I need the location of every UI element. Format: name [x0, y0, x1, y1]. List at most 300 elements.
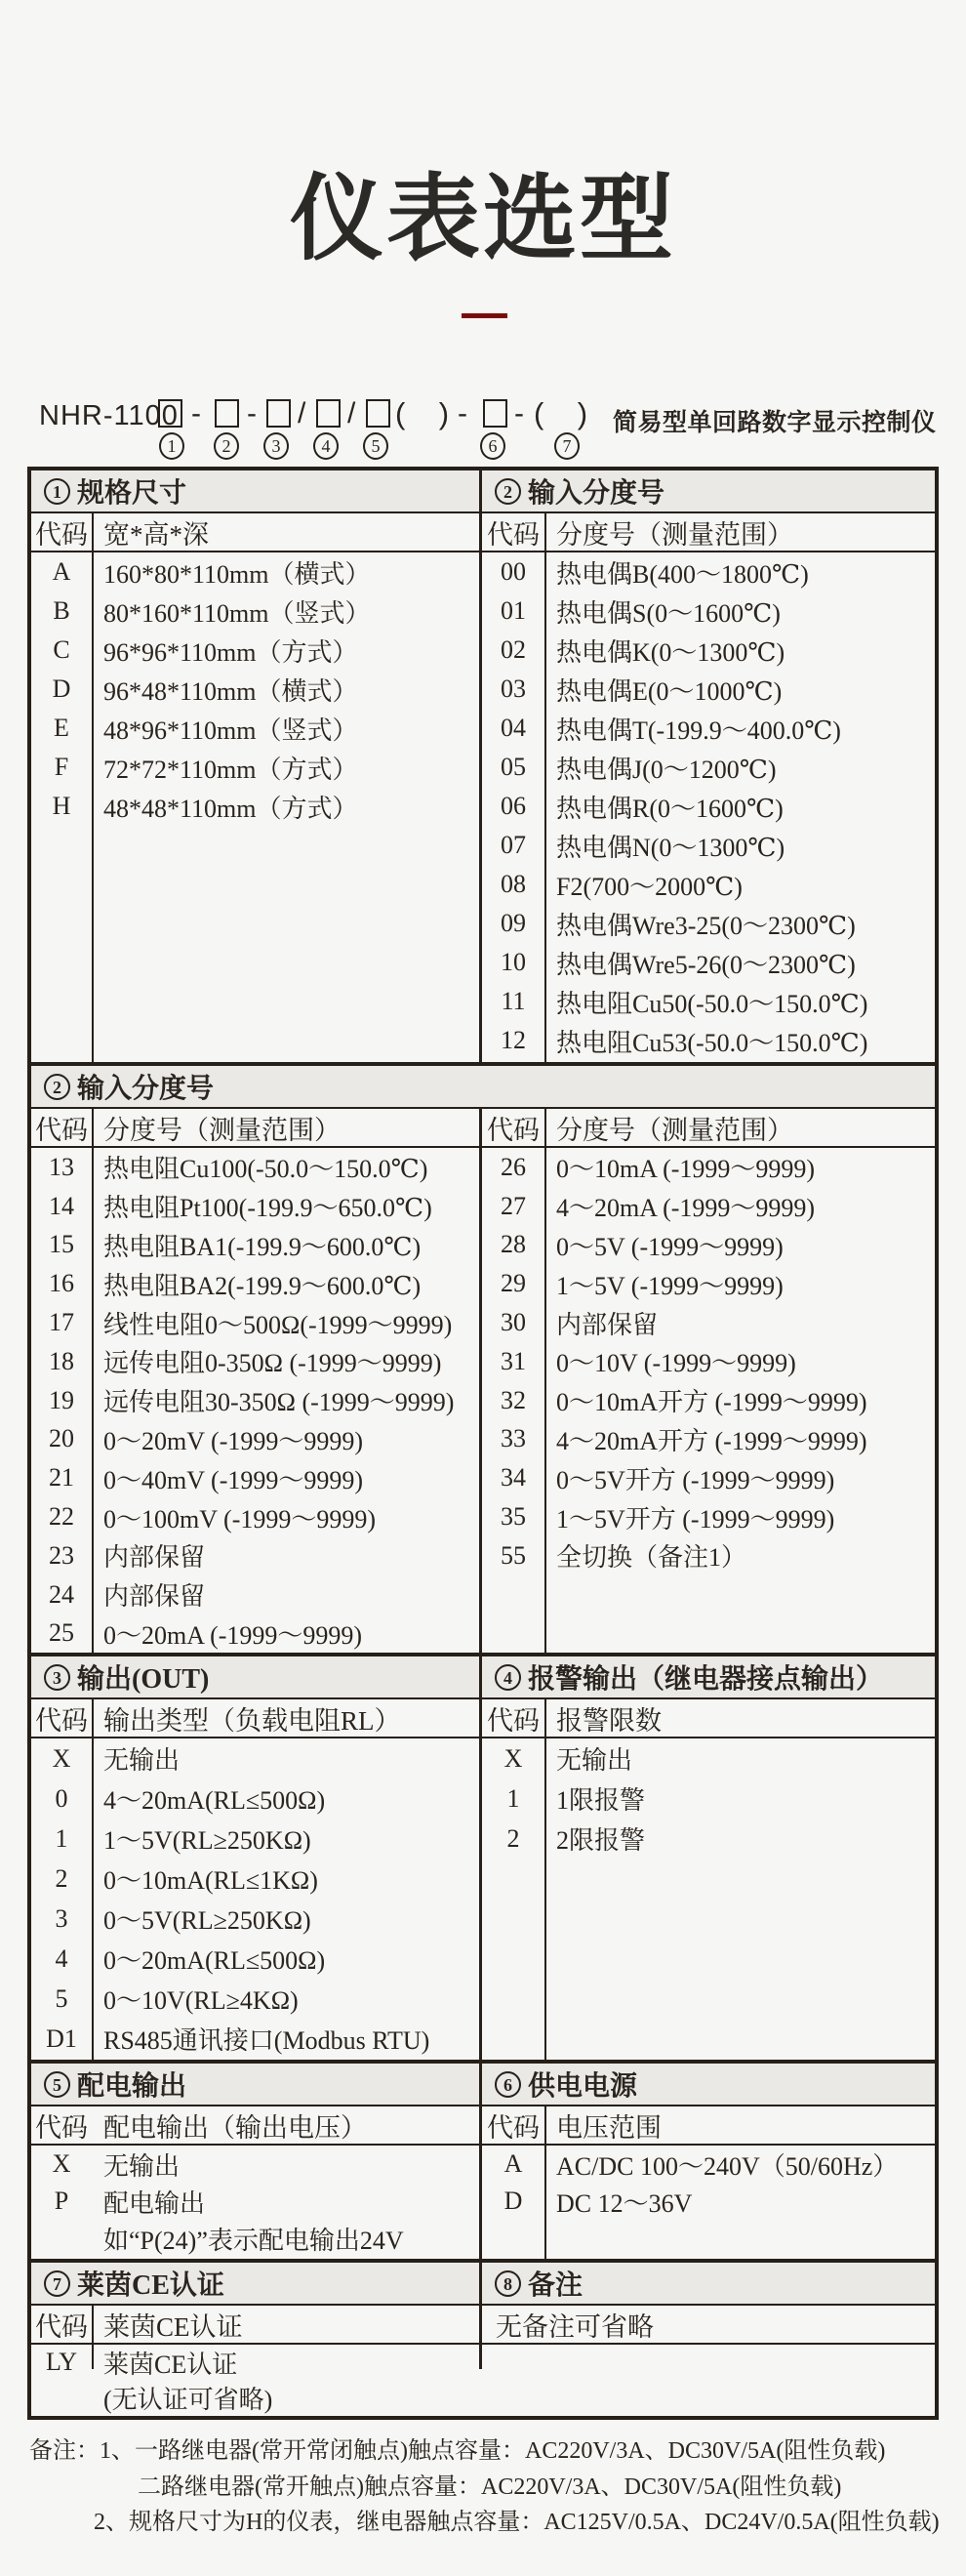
row-desc: 远传电阻0-350Ω (-1999～9999)	[103, 1349, 442, 1378]
row-desc: 48*48*110mm（方式）	[103, 794, 358, 823]
separator-dash: -	[247, 397, 257, 429]
table-rows	[31, 1148, 479, 1653]
table-row	[482, 709, 935, 748]
row-code: 20	[49, 1424, 74, 1453]
row-desc: 72*72*110mm（方式）	[103, 755, 358, 784]
header-desc: 报警限数	[556, 1705, 662, 1736]
table-row	[482, 552, 935, 592]
row-code: P	[54, 2187, 69, 2215]
row-desc: (无认证可省略)	[103, 2385, 273, 2414]
table-header	[31, 2306, 479, 2345]
row-code: 23	[49, 1540, 74, 1570]
table-row	[482, 826, 935, 865]
row-code: 55	[501, 1540, 526, 1570]
section-band-label: 供电电源	[528, 2071, 638, 2102]
row-code: 07	[501, 831, 526, 859]
column-divider	[544, 1109, 546, 1653]
section-2-input-codes	[479, 470, 935, 1062]
table-row	[482, 748, 935, 787]
table-row	[31, 748, 479, 787]
row-code: 15	[49, 1230, 74, 1259]
footnote-2: 二路继电器(常开触点)触点容量：AC220V/3A、DC30V/5A(阻性负载)	[138, 2474, 842, 2500]
header-code: 代码	[487, 1115, 540, 1145]
header-desc: 宽*高*深	[103, 519, 209, 550]
row-desc: 热电偶S(0～1600℃)	[556, 598, 781, 628]
separator-slash: /	[347, 397, 356, 429]
row-code: 35	[501, 1502, 526, 1532]
table-row	[482, 1497, 935, 1536]
separator-dash: -	[514, 397, 524, 429]
section-1-dimensions	[31, 470, 479, 1062]
table-rows	[31, 552, 479, 826]
row-code: A	[503, 2149, 523, 2178]
row-code: H	[52, 792, 71, 820]
table-row	[31, 709, 479, 748]
table-row	[31, 592, 479, 631]
table-row	[482, 1458, 935, 1497]
table-row	[31, 1420, 479, 1459]
row-desc: 0～10mA (-1999～9999)	[556, 1155, 816, 1184]
row-desc: 无输出	[556, 1746, 633, 1775]
section-band	[482, 1656, 935, 1699]
input-codes-right	[479, 1109, 935, 1653]
section-body	[31, 513, 479, 1062]
row-desc: 热电偶K(0～1300℃)	[556, 637, 785, 667]
section-8-remarks	[479, 2263, 935, 2369]
row-desc: 内部保留	[103, 1582, 206, 1612]
model-box-2	[215, 399, 239, 428]
paren-group: ( )	[534, 396, 588, 430]
row-code: 2	[55, 1863, 68, 1893]
section-row-1	[31, 470, 935, 1062]
table-row	[31, 631, 479, 670]
row-desc: 80*160*110mm（竖式）	[103, 598, 371, 628]
footnote-3: 2、规格尺寸为H的仪表，继电器触点容量：AC125V/0.5A、DC24V/0.5A(阻性负载)	[94, 2510, 940, 2535]
table-header	[482, 1109, 935, 1148]
row-desc: 96*96*110mm（方式）	[103, 637, 358, 667]
table-rows	[31, 2146, 479, 2257]
section-band-label: 备注	[528, 2270, 584, 2301]
remarks-row	[482, 2306, 935, 2345]
table-row	[31, 2146, 479, 2183]
position-marker-5: 5	[363, 432, 388, 460]
row-code: 06	[501, 792, 526, 820]
row-desc: 0～100mV (-1999～9999)	[103, 1504, 377, 1533]
table-rows	[31, 1738, 479, 2059]
row-desc: 4～20mA (-1999～9999)	[556, 1194, 816, 1223]
row-desc: 0～10mA开方 (-1999～9999)	[556, 1388, 867, 1417]
section-body	[31, 1699, 479, 2060]
table-header	[482, 2106, 935, 2146]
row-code: 25	[49, 1618, 74, 1648]
row-desc: 1～5V(RL≥250KΩ)	[103, 1826, 311, 1855]
section-row-5	[31, 2259, 935, 2414]
table-row	[482, 943, 935, 982]
footnote-1: 备注：1、一路继电器(常开常闭触点)触点容量：AC220V/3A、DC30V/5A(阻性负载)	[29, 2438, 886, 2464]
section-4-alarm-output	[479, 1656, 935, 2060]
section-band	[482, 2064, 935, 2106]
table-row	[482, 904, 935, 943]
table-row	[31, 1458, 479, 1497]
section-6-power-supply	[479, 2064, 935, 2259]
table-row	[31, 787, 479, 826]
position-marker-7: 7	[554, 432, 580, 460]
header-desc: 输出类型（负载电阻RL）	[103, 1705, 401, 1736]
row-code: 3	[55, 1903, 68, 1933]
section-body	[482, 1109, 935, 1653]
position-marker-4: 4	[313, 432, 339, 460]
row-desc: 内部保留	[103, 1543, 206, 1573]
row-desc: 4～20mA开方 (-1999～9999)	[556, 1426, 867, 1455]
row-desc: 0～10mA(RL≤1KΩ)	[103, 1866, 318, 1895]
section-body	[482, 2106, 935, 2259]
row-desc: 0～10V(RL≥4KΩ)	[103, 1986, 299, 2015]
row-code: 08	[501, 870, 526, 898]
row-code: 13	[49, 1152, 74, 1181]
row-code: 02	[501, 635, 526, 664]
table-row	[31, 1497, 479, 1536]
model-box-3	[266, 399, 291, 428]
row-desc: 1～5V (-1999～9999)	[556, 1271, 784, 1300]
table-row	[31, 1303, 479, 1342]
row-code: 05	[501, 753, 526, 781]
row-code: 22	[49, 1502, 74, 1532]
row-desc: 热电偶R(0～1600℃)	[556, 794, 784, 823]
table-row	[482, 1264, 935, 1303]
row-desc: 48*96*110mm（竖式）	[103, 716, 358, 745]
model-description: 简易型单回路数字显示控制仪	[613, 409, 937, 436]
table-row	[482, 1381, 935, 1420]
column-divider	[92, 1109, 94, 1653]
row-code: 29	[501, 1269, 526, 1298]
table-row	[482, 1187, 935, 1226]
selection-table	[27, 467, 939, 2420]
table-row	[31, 1859, 479, 1899]
paren-group: ( )	[395, 396, 450, 430]
table-row	[31, 1819, 479, 1859]
row-desc: 0～20mA(RL≤500Ω)	[103, 1946, 326, 1975]
row-desc: 热电阻Pt100(-199.9～650.0℃)	[103, 1194, 432, 1223]
section-band	[31, 470, 479, 513]
row-code: B	[53, 596, 70, 625]
row-code: 26	[501, 1152, 526, 1181]
header-code: 代码	[35, 2311, 88, 2342]
row-desc: 热电阻Cu53(-50.0～150.0℃)	[556, 1028, 868, 1057]
table-row	[31, 2183, 479, 2220]
section-row-2	[31, 1062, 935, 1653]
table-row	[482, 670, 935, 709]
table-row	[482, 1226, 935, 1265]
row-desc: 无输出	[103, 1746, 181, 1775]
table-header	[31, 513, 479, 552]
row-desc: 96*48*110mm（横式）	[103, 676, 358, 706]
row-code: 16	[49, 1269, 74, 1298]
title-accent-dash	[462, 313, 507, 318]
table-row	[482, 1303, 935, 1342]
table-row	[482, 1536, 935, 1575]
table-rows	[482, 1148, 935, 1575]
row-code: 4	[55, 1943, 68, 1973]
separator-slash: /	[298, 397, 306, 429]
input-codes-left	[31, 1109, 479, 1653]
header-code: 代码	[35, 519, 88, 550]
table-row	[482, 631, 935, 670]
section-row-3	[31, 1653, 935, 2060]
section-body	[482, 1699, 935, 2060]
table-row	[31, 552, 479, 592]
table-row	[482, 1148, 935, 1187]
row-code: 31	[501, 1346, 526, 1375]
position-marker-1: 1	[159, 432, 184, 460]
row-desc: 0～5V(RL≥250KΩ)	[103, 1906, 311, 1935]
row-desc: 热电偶N(0～1300℃)	[556, 833, 785, 862]
row-code: X	[503, 1743, 523, 1773]
header-desc: 分度号（测量范围）	[556, 519, 793, 550]
table-row	[482, 2183, 935, 2220]
circled-number-icon: 8	[495, 2270, 521, 2297]
row-desc: 160*80*110mm（横式）	[103, 559, 371, 589]
row-desc: 无输出	[103, 2151, 181, 2181]
section-band	[31, 2263, 479, 2306]
section-body	[31, 2106, 479, 2259]
table-row	[31, 1939, 479, 1979]
table-row	[31, 670, 479, 709]
row-code: X	[52, 1743, 71, 1773]
row-desc: 4～20mA(RL≤500Ω)	[103, 1786, 326, 1815]
row-desc: 0～40mV (-1999～9999)	[103, 1465, 364, 1494]
table-row	[482, 982, 935, 1021]
section-band-label: 输入分度号	[77, 1074, 215, 1104]
section-body	[482, 2306, 935, 2369]
row-desc: 热电偶E(0～1000℃)	[556, 676, 783, 706]
row-desc: 2限报警	[556, 1826, 646, 1855]
section-5-transmitter-power	[31, 2064, 479, 2259]
circled-number-icon: 6	[495, 2071, 521, 2098]
row-desc: AC/DC 100～240V（50/60Hz）	[556, 2151, 899, 2181]
table-row	[482, 1342, 935, 1381]
table-row	[482, 1420, 935, 1459]
separator-dash: -	[458, 397, 467, 429]
row-desc: 热电阻Cu100(-50.0～150.0℃)	[103, 1155, 428, 1184]
remarks-text: 无备注可省略	[496, 2311, 654, 2342]
section-band-label: 报警输出（继电器接点输出）	[528, 1664, 884, 1695]
section-body	[31, 2306, 479, 2414]
table-row	[31, 1899, 479, 1939]
model-box-1	[158, 399, 182, 428]
row-desc: RS485通讯接口(Modbus RTU)	[103, 2026, 430, 2055]
header-desc: 电压范围	[556, 2112, 662, 2143]
row-code: 03	[501, 675, 526, 703]
row-code: F	[54, 753, 69, 781]
table-row	[31, 1342, 479, 1381]
header-desc: 配电输出（输出电压）	[103, 2112, 367, 2143]
position-marker-6: 6	[480, 432, 505, 460]
table-header	[31, 2106, 479, 2146]
section-band	[482, 2263, 935, 2306]
model-prefix: NHR-1100	[39, 400, 179, 431]
row-code: 28	[501, 1230, 526, 1259]
table-row	[482, 1779, 935, 1819]
row-desc: 内部保留	[556, 1310, 659, 1339]
row-desc: 全切换（备注1）	[556, 1543, 747, 1573]
row-desc: 1限报警	[556, 1786, 646, 1815]
column-divider	[544, 2106, 546, 2259]
row-code: C	[53, 635, 70, 664]
row-desc: 热电偶B(400～1800℃)	[556, 559, 809, 589]
row-code: 01	[501, 596, 526, 625]
row-desc: 0～5V开方 (-1999～9999)	[556, 1465, 835, 1494]
position-marker-2: 2	[214, 432, 239, 460]
header-code: 代码	[35, 1705, 88, 1736]
header-code: 代码	[487, 2112, 540, 2143]
table-row	[31, 1979, 479, 2019]
row-code: 12	[501, 1026, 526, 1054]
row-desc: 热电阻Cu50(-50.0～150.0℃)	[556, 989, 868, 1018]
row-desc: 如“P(24)”表示配电输出24V	[103, 2226, 404, 2255]
row-desc: 热电阻BA2(-199.9～600.0℃)	[103, 1271, 422, 1300]
table-rows	[482, 2146, 935, 2220]
page-title: 仪表选型	[290, 167, 676, 271]
model-box-6	[483, 399, 507, 428]
row-code: E	[54, 714, 69, 742]
circled-number-icon: 1	[44, 478, 70, 505]
circled-number-icon: 4	[495, 1664, 521, 1691]
row-code: 17	[49, 1308, 74, 1337]
header-desc: 莱茵CE认证	[103, 2311, 243, 2342]
circled-number-icon: 7	[44, 2270, 70, 2297]
column-divider	[92, 513, 94, 1062]
row-desc: 0～20mA (-1999～9999)	[103, 1620, 363, 1650]
row-code: D	[52, 675, 71, 703]
circled-number-icon: 3	[44, 1664, 70, 1691]
row-code: 34	[501, 1463, 526, 1492]
row-code: 14	[49, 1191, 74, 1220]
row-desc: 0～20mV (-1999～9999)	[103, 1426, 364, 1455]
row-code: 00	[501, 557, 526, 586]
row-code: 1	[55, 1823, 68, 1853]
row-code: 1	[506, 1783, 520, 1813]
header-desc: 分度号（测量范围）	[556, 1115, 793, 1145]
table-header	[31, 1699, 479, 1738]
table-row	[482, 1819, 935, 1859]
table-row	[31, 1226, 479, 1265]
row-code: 19	[49, 1385, 74, 1414]
section-body	[31, 1109, 479, 1653]
header-code: 代码	[35, 2112, 88, 2143]
row-code: D	[503, 2187, 523, 2215]
row-desc: 配电输出	[103, 2188, 206, 2218]
row-desc: 莱茵CE认证	[103, 2350, 238, 2379]
table-row	[31, 1536, 479, 1575]
section-band	[31, 1066, 935, 1109]
section-body	[482, 513, 935, 1062]
model-box-4	[316, 399, 341, 428]
separator-dash: -	[191, 397, 201, 429]
row-code: 11	[501, 987, 526, 1015]
row-code: 10	[501, 948, 526, 976]
section-row-4	[31, 2060, 935, 2259]
section-band	[482, 470, 935, 513]
table-row	[31, 1148, 479, 1187]
table-row	[31, 2019, 479, 2059]
table-row	[31, 2380, 479, 2415]
section-band-label: 配电输出	[77, 2071, 187, 2102]
section-band-label: 莱茵CE认证	[77, 2270, 224, 2301]
header-code: 代码	[487, 519, 540, 550]
table-rows	[482, 1738, 935, 1859]
row-code: 04	[501, 714, 526, 742]
header-code: 代码	[35, 1115, 88, 1145]
section-band	[31, 2064, 479, 2106]
table-row	[31, 1381, 479, 1420]
row-code: D1	[46, 2024, 77, 2053]
table-header	[482, 1699, 935, 1738]
circled-number-icon: 2	[495, 478, 521, 505]
position-marker-3: 3	[263, 432, 289, 460]
section-band	[31, 1656, 479, 1699]
table-row	[31, 1187, 479, 1226]
row-code: 0	[55, 1783, 68, 1813]
row-desc: 热电偶T(-199.9～400.0℃)	[556, 716, 841, 745]
circled-number-icon: 5	[44, 2071, 70, 2098]
row-code: 24	[49, 1579, 74, 1609]
table-rows	[31, 2345, 479, 2415]
section-7-ce-certification	[31, 2263, 479, 2414]
row-desc: 热电偶Wre5-26(0～2300℃)	[556, 950, 856, 979]
table-row	[482, 1738, 935, 1779]
table-header	[482, 513, 935, 552]
row-code: 32	[501, 1385, 526, 1414]
row-code: A	[52, 557, 71, 586]
section-band-label: 规格尺寸	[77, 478, 187, 509]
row-desc: 0～10V (-1999～9999)	[556, 1349, 796, 1378]
row-code: 30	[501, 1308, 526, 1337]
section-3-output	[31, 1656, 479, 2060]
row-desc: 线性电阻0～500Ω(-1999～9999)	[103, 1310, 453, 1339]
table-row	[482, 2146, 935, 2183]
table-row	[31, 1615, 479, 1654]
section-columns	[31, 1109, 935, 1653]
table-row	[482, 592, 935, 631]
column-divider	[92, 1699, 94, 2060]
row-code: X	[52, 2149, 71, 2178]
section-band-label: 输出(OUT)	[77, 1664, 210, 1695]
row-code: 09	[501, 909, 526, 937]
table-row	[31, 1779, 479, 1819]
row-code: LY	[45, 2348, 78, 2376]
table-row	[482, 865, 935, 904]
table-row	[31, 1575, 479, 1615]
row-desc: 热电阻BA1(-199.9～600.0℃)	[103, 1232, 422, 1261]
row-code: 5	[55, 1983, 68, 2013]
row-code: 21	[49, 1463, 74, 1492]
table-row	[482, 1021, 935, 1060]
row-code: 27	[501, 1191, 526, 1220]
table-rows	[482, 552, 935, 1060]
section-band-label: 输入分度号	[528, 478, 665, 509]
circled-number-icon: 2	[44, 1074, 70, 1100]
header-desc: 分度号（测量范围）	[103, 1115, 341, 1145]
table-row	[31, 1738, 479, 1779]
column-divider	[544, 513, 546, 1062]
row-desc: 热电偶Wre3-25(0～2300℃)	[556, 911, 856, 940]
row-desc: F2(700～2000℃)	[556, 872, 743, 901]
row-code: 18	[49, 1346, 74, 1375]
row-desc: 热电偶J(0～1200℃)	[556, 755, 777, 784]
row-desc: DC 12～36V	[556, 2188, 693, 2218]
column-divider	[92, 2306, 94, 2369]
row-code: 33	[501, 1424, 526, 1453]
